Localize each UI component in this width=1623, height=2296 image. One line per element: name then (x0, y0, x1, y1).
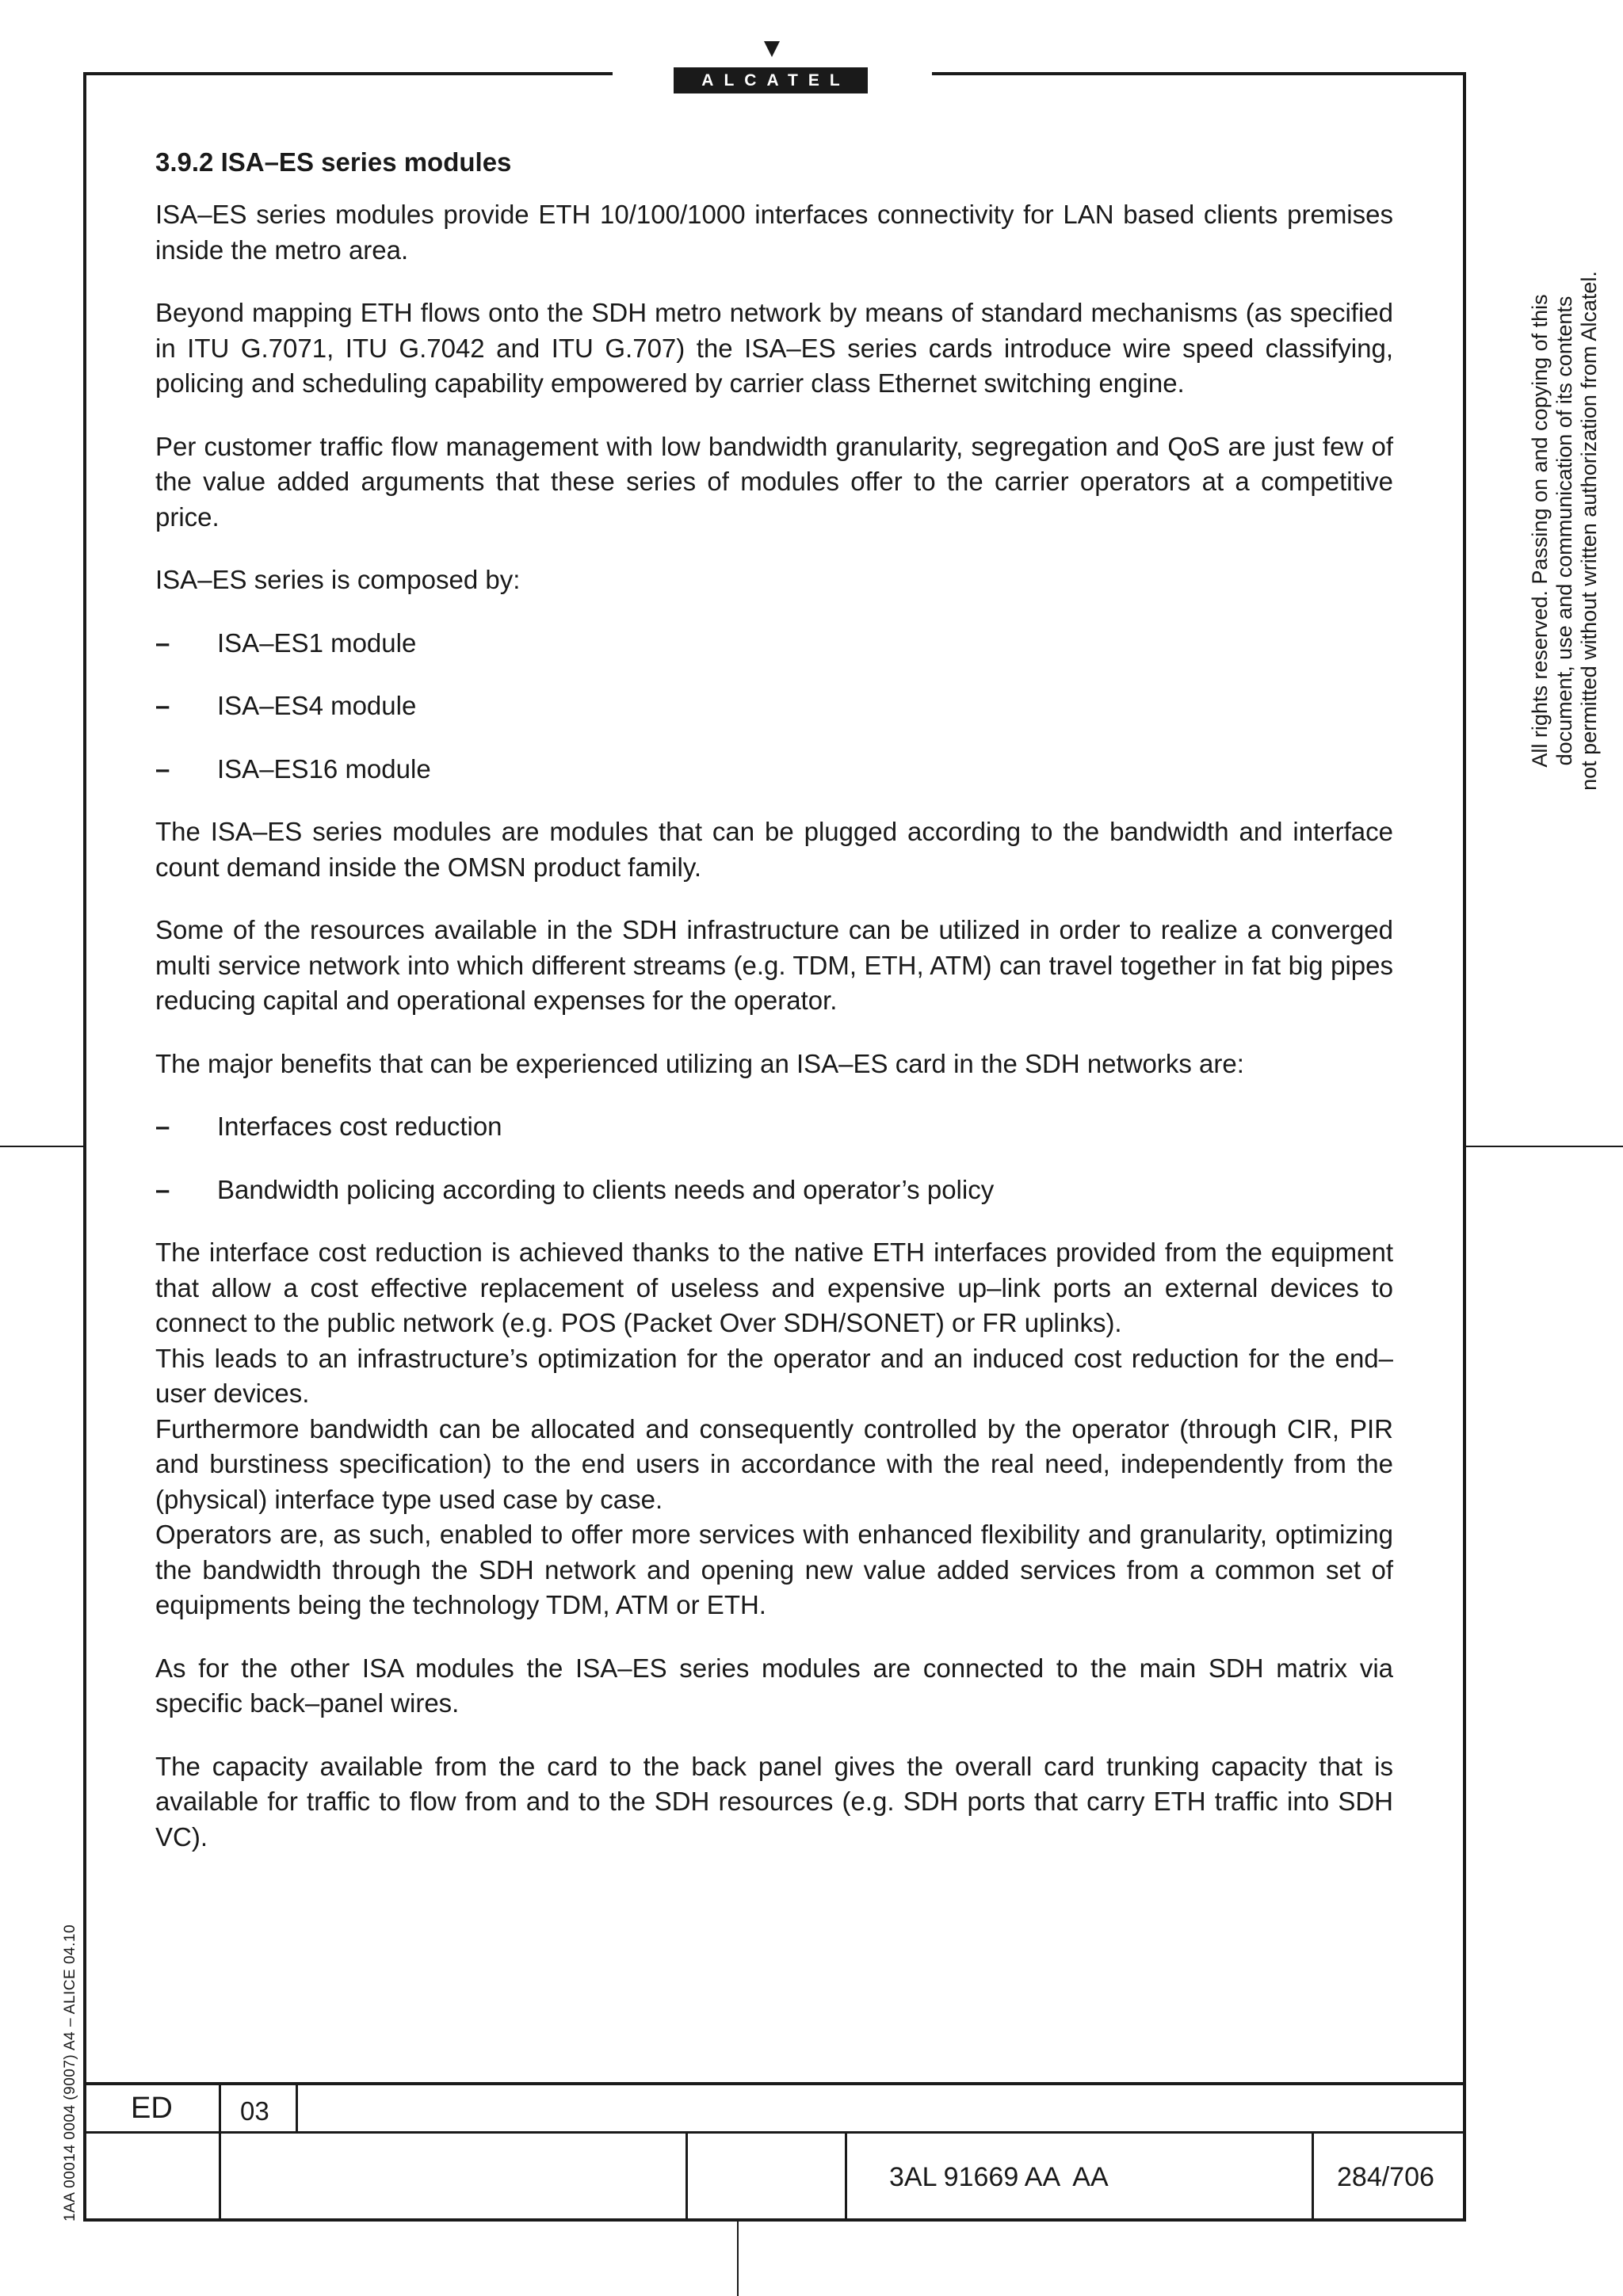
frame-top-right (932, 72, 1465, 75)
copyright-line: not permitted without written authorization from Alcatel. (1577, 271, 1601, 791)
list-item (155, 688, 1393, 724)
paragraph: The interface cost reduction is achieved thanks to the native ETH interfaces provided from the equipment that allow a cost effective replacement of useless and expensive up–link ports an external devices to connect to the public network (e.g. POS (Packet Over SDH/SONET) or FR uplinks). (155, 1238, 1393, 1337)
list-item-text: ISA–ES1 module (217, 627, 417, 658)
bullet-dash: – (155, 627, 170, 658)
form-code: 1AA 00014 0004 (9007) A4 – ALICE 04.10 (62, 1924, 78, 2222)
logo-triangle-icon (764, 41, 780, 57)
footer-divider (845, 2131, 847, 2222)
document-code: 3AL 91669 AA AA (889, 2162, 1109, 2192)
footer-divider (296, 2082, 298, 2133)
paragraph: The ISA–ES series modules are modules that can be plugged according to the bandwidth and interface count demand inside the OMSN product family. (155, 817, 1393, 882)
list-item (155, 752, 1393, 788)
paragraph: ISA–ES series is composed by: (155, 565, 521, 594)
list-item-text: ISA–ES4 module (217, 691, 417, 720)
list-item-text: Interfaces cost reduction (217, 1112, 502, 1141)
paragraph: Furthermore bandwidth can be allocated and consequently controlled by the operator (through CIR, PIR and burstiness specification) to the end users in accordance with the real need, independently from the (physical) interface type used case by case. (155, 1413, 1393, 1514)
paragraph: ISA–ES series modules provide ETH 10/100/1000 interfaces connectivity for LAN based clients premises inside the metro area. (155, 200, 1393, 265)
footer-divider (219, 2082, 221, 2222)
list-item (155, 1173, 1393, 1208)
list-item (155, 1109, 1393, 1145)
paragraph: Per customer traffic flow management with low bandwidth granularity, segregation and QoS are just few of the value added arguments that these series of modules offer to the carrier operators at a competitive price. (155, 431, 1393, 532)
page-mark-right (1466, 1146, 1623, 1147)
frame-bottom (83, 2218, 1466, 2222)
paragraph: As for the other ISA modules the ISA–ES series modules are connected to the main SDH matrix via specific back–panel wires. (155, 1653, 1393, 1718)
paragraph: Operators are, as such, enabled to offer more services with enhanced flexibility and granularity, optimizing the bandwidth through the SDH network and opening new value added services from a common set of equipments being the technology TDM, ATM or ETH. (155, 1520, 1393, 1619)
paragraph: Beyond mapping ETH flows onto the SDH metro network by means of standard mechanisms (as specified in ITU G.7071, ITU G.7042 and ITU G.707) the ISA–ES series cards introduce wire speed classifying, policing and scheduling capability empowered by carrier class Ethernet switching engine. (155, 298, 1393, 398)
page-number: 284/706 (1337, 2162, 1434, 2192)
bullet-dash: – (155, 1174, 170, 1204)
section-heading: 3.9.2 ISA–ES series modules (155, 147, 512, 177)
copyright-note (1528, 269, 1602, 792)
logo-text: ALCATEL (701, 71, 850, 90)
frame-left (83, 72, 86, 2222)
copyright-line: document, use and communication of its contents (1552, 296, 1576, 766)
footer-mid-line (83, 2131, 1466, 2134)
paragraph: Some of the resources available in the SDH infrastructure can be utilized in order to realize a converged multi service network into which different streams (e.g. TDM, ETH, ATM) can travel together in fat big pipes reducing capital and operational expenses for the operator. (155, 915, 1393, 1015)
footer-divider (685, 2131, 688, 2222)
list-item-text: Bandwidth policing according to clients needs and operator’s policy (217, 1174, 995, 1204)
edition-label: ED (131, 2092, 173, 2125)
paragraph: This leads to an infrastructure’s optimization for the operator and an induced cost reduction for the end–user devices. (155, 1343, 1393, 1408)
footer-divider (1312, 2131, 1314, 2222)
bullet-dash: – (155, 753, 170, 784)
paragraph: The major benefits that can be experienced utilizing an ISA–ES card in the SDH networks are: (155, 1048, 1244, 1078)
footer-top-line (83, 2082, 1466, 2085)
paragraph: The capacity available from the card to the back panel gives the overall card trunking capacity that is available for traffic to flow from and to the SDH resources (e.g. SDH ports that carry ETH traffic into SDH VC). (155, 1751, 1393, 1852)
alcatel-logo (674, 67, 868, 93)
list-item-text: ISA–ES16 module (217, 753, 431, 784)
frame-top-left (83, 72, 613, 75)
page-mark-left (0, 1146, 83, 1147)
bullet-dash: – (155, 691, 170, 720)
bullet-dash: – (155, 1112, 170, 1141)
page-mark-bottom (737, 2222, 739, 2296)
edition-value: 03 (240, 2096, 269, 2126)
copyright-line: All rights reserved. Passing on and copying of this (1528, 294, 1552, 768)
list-item (155, 626, 1393, 662)
main-content (155, 145, 1393, 1882)
